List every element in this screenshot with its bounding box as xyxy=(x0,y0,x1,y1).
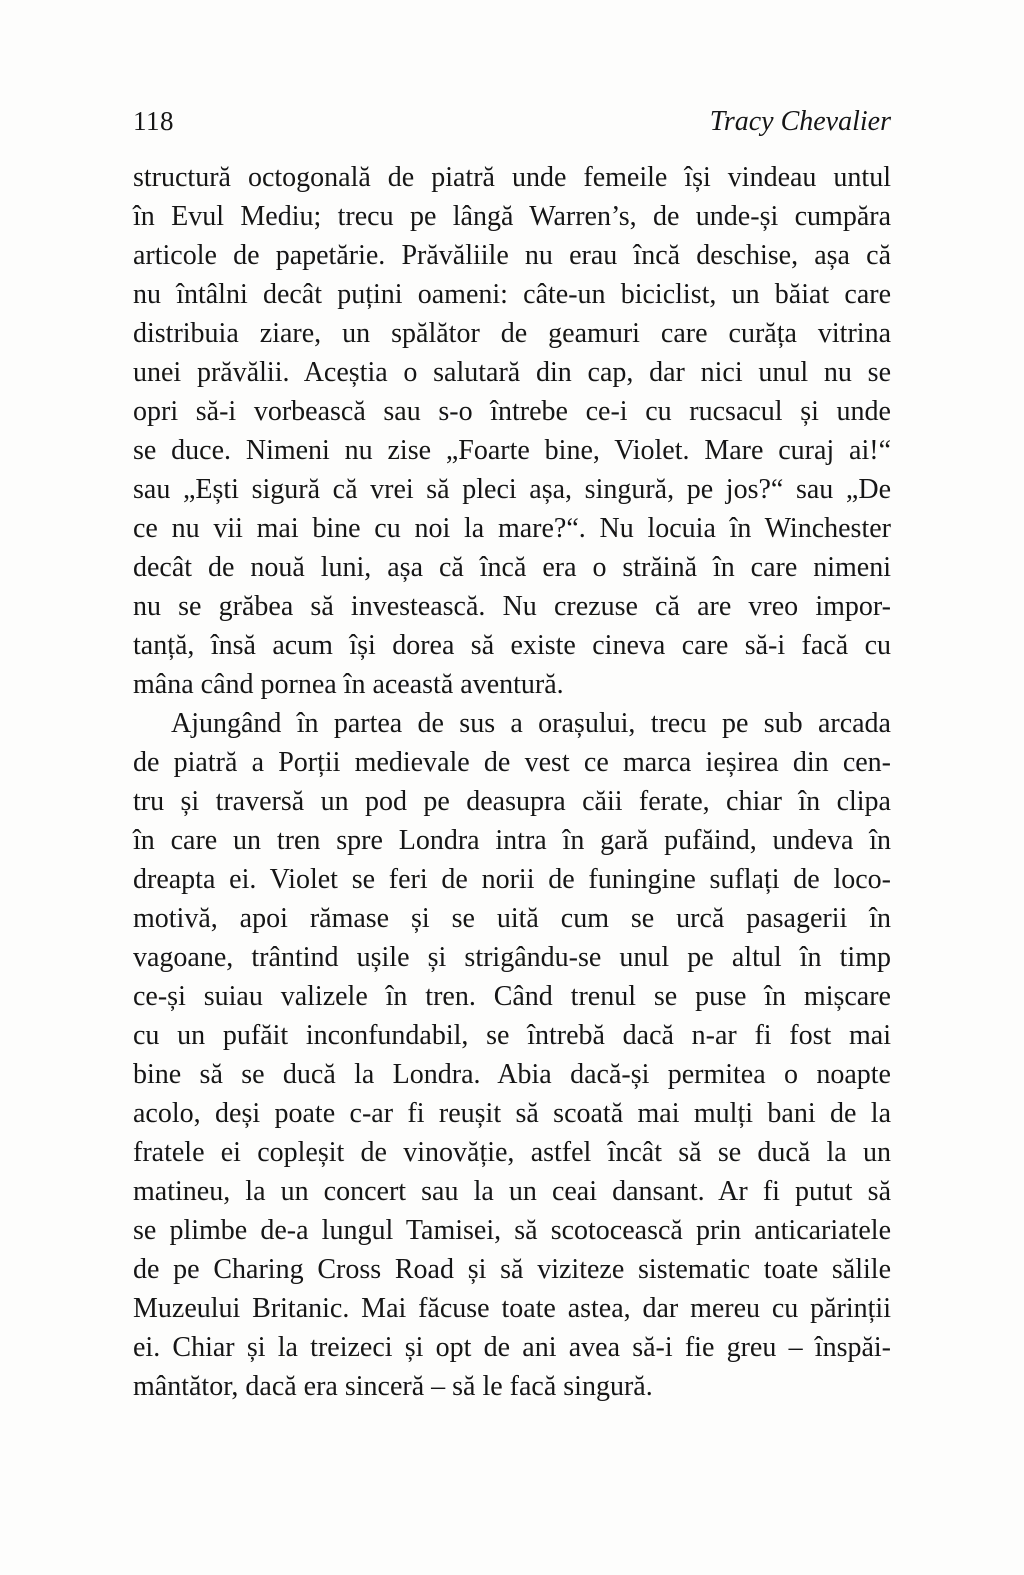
text-line: distribuia ziare, un spălător de geamuri care curăța vitrina xyxy=(133,318,891,349)
text-line: mâna când pornea în această aventură. xyxy=(133,669,564,700)
page-number: 118 xyxy=(133,106,174,136)
page-header xyxy=(133,106,891,138)
text-line: unei prăvălii. Aceștia o salutară din cap, dar nici unul nu se xyxy=(133,357,891,388)
text-line: motivă, apoi rămase și se uită cum se urcă pasagerii în xyxy=(133,903,891,934)
text-line: de pe Charing Cross Road și să viziteze sistematic toate sălile xyxy=(133,1254,891,1285)
text-line: acolo, deși poate c-ar fi reușit să scoată mai mulți bani de la xyxy=(133,1098,891,1129)
text-line: sau „Ești sigură că vrei să pleci așa, singură, pe jos?“ sau „De xyxy=(133,474,891,505)
text-line: tanță, însă acum își dorea să existe cineva care să-i facă cu xyxy=(133,630,891,661)
text-line: vagoane, trântind ușile și strigându-se unul pe altul în timp xyxy=(133,942,891,973)
text-line: opri să-i vorbească sau s-o întrebe ce-i cu rucsacul și unde xyxy=(133,396,891,427)
text-line: cu un pufăit inconfundabil, se întrebă dacă n-ar fi fost mai xyxy=(133,1020,891,1051)
running-header: Tracy Chevalier xyxy=(709,106,891,137)
text-line: ce-și suiau valizele în tren. Când trenul se puse în mișcare xyxy=(133,981,891,1012)
paragraph xyxy=(133,158,891,704)
text-line: decât de nouă luni, așa că încă era o străină în care nimeni xyxy=(133,552,891,583)
text-line: ei. Chiar și la treizeci și opt de ani avea să-i fie greu – înspăi- xyxy=(133,1332,891,1363)
text-line: tru și traversă un pod pe deasupra căii ferate, chiar în clipa xyxy=(133,786,891,817)
body-text xyxy=(133,158,891,1406)
text-line: nu se grăbea să investească. Nu crezuse că are vreo impor- xyxy=(133,591,891,622)
text-line: în care un tren spre Londra intra în gară pufăind, undeva în xyxy=(133,825,891,856)
text-block xyxy=(133,106,891,1406)
text-line: Muzeului Britanic. Mai făcuse toate astea, dar mereu cu părinții xyxy=(133,1293,891,1324)
text-line: se duce. Nimeni nu zise „Foarte bine, Violet. Mare curaj ai!“ xyxy=(133,435,891,466)
text-line: dreapta ei. Violet se feri de norii de funingine suflați de loco- xyxy=(133,864,891,895)
text-line: structură octogonală de piatră unde femeile își vindeau untul xyxy=(133,162,891,193)
text-line: de piatră a Porții medievale de vest ce marca ieșirea din cen- xyxy=(133,747,891,778)
text-line: Ajungând în partea de sus a orașului, trecu pe sub arcada xyxy=(171,708,891,739)
text-line: nu întâlni decât puțini oameni: câte-un biciclist, un băiat care xyxy=(133,279,891,310)
text-line: în Evul Mediu; trecu pe lângă Warren’s, de unde-și cumpăra xyxy=(133,201,891,232)
text-line: matineu, la un concert sau la un ceai dansant. Ar fi putut să xyxy=(133,1176,891,1207)
text-line: bine să se ducă la Londra. Abia dacă-și permitea o noapte xyxy=(133,1059,891,1090)
text-line: articole de papetărie. Prăvăliile nu erau încă deschise, așa că xyxy=(133,240,891,271)
text-line: mântător, dacă era sinceră – să le facă singură. xyxy=(133,1371,653,1402)
paragraph xyxy=(133,704,891,1406)
text-line: fratele ei copleșit de vinovăție, astfel încât să se ducă la un xyxy=(133,1137,891,1168)
text-line: ce nu vii mai bine cu noi la mare?“. Nu locuia în Winchester xyxy=(133,513,891,544)
text-line: se plimbe de-a lungul Tamisei, să scotocească prin anticariatele xyxy=(133,1215,891,1246)
